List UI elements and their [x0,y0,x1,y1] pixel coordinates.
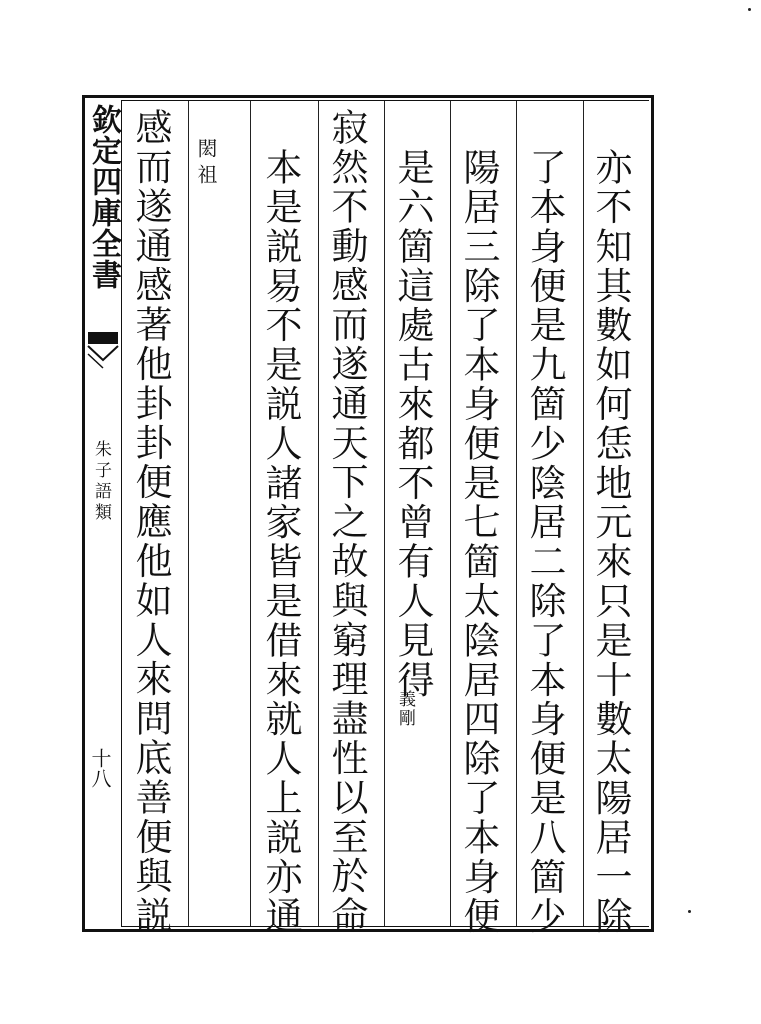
margin-page-number: 十八 [88,748,112,788]
speaker-note-col7: 閎祖 [194,138,218,190]
column-rule [450,101,451,926]
fish-tail-mark [86,330,120,370]
paper-speck [688,910,691,913]
text-column-2: 了本身便是九箇少陰居二除了本身便是八箇少 [523,148,566,936]
text-column-8: 感而遂通感著他卦卦便應他如人來問底善便與説 [129,108,172,936]
paper-speck [748,8,751,11]
margin-book-label: 朱子語類 [91,440,111,524]
margin-title: 欽定四庫全書 [86,104,121,290]
column-rule [250,101,251,926]
text-column-4: 是六箇這處古來都不曾有人見得 [391,148,434,700]
column-rule [516,101,517,926]
text-column-5: 寂然不動感而遂通天下之故與窮理盡性以至於命 [325,108,368,936]
text-area-border [121,100,649,927]
speaker-note-col4: 義剛 [395,690,415,728]
column-rule [318,101,319,926]
text-column-1: 亦不知其數如何恁地元來只是十數太陽居一除 [589,148,632,936]
column-rule [188,101,189,926]
text-column-6: 本是説易不是説人諸家皆是借來就人上説亦通 [259,148,302,936]
column-rule [583,101,584,926]
text-column-3: 陽居三除了本身便是七箇太陰居四除了本身便 [457,148,500,936]
column-rule [384,101,385,926]
